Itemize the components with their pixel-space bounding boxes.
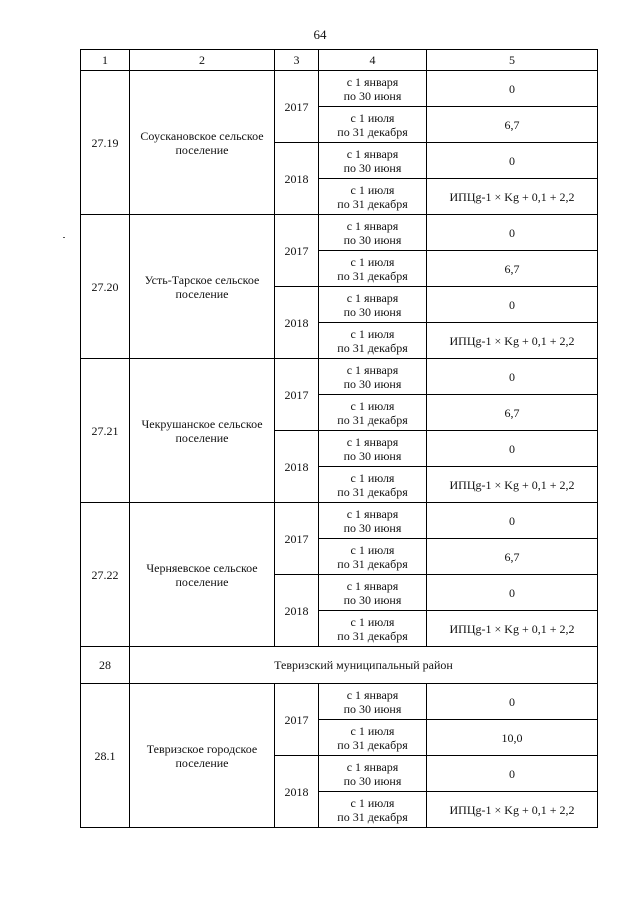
rate-value-cell: 0 bbox=[427, 287, 598, 323]
text-line: по 30 июня bbox=[343, 520, 402, 535]
rate-value-cell: 6,7 bbox=[427, 251, 598, 287]
table-row bbox=[81, 684, 598, 720]
rate-value-cell: 6,7 bbox=[427, 539, 598, 575]
text-line: по 30 июня bbox=[343, 232, 402, 247]
text-line: поселение bbox=[175, 755, 229, 770]
text-line: с 1 июля bbox=[350, 110, 395, 125]
rate-value-cell: 6,7 bbox=[427, 107, 598, 143]
text-line: по 31 декабря bbox=[337, 484, 408, 499]
year-cell: 2017 bbox=[275, 359, 319, 431]
table-row bbox=[81, 359, 598, 395]
rate-value-cell: 0 bbox=[427, 575, 598, 611]
table-row bbox=[81, 215, 598, 251]
rate-value-cell: 0 bbox=[427, 71, 598, 107]
year-cell: 2017 bbox=[275, 684, 319, 756]
text-line: по 31 декабря bbox=[337, 737, 408, 752]
header-cell-1: 1 bbox=[81, 50, 130, 71]
text-line: с 1 июля bbox=[350, 542, 395, 557]
text-line: по 30 июня bbox=[343, 88, 402, 103]
header-cell-3: 3 bbox=[275, 50, 319, 71]
period-cell bbox=[319, 720, 427, 756]
period-cell bbox=[319, 323, 427, 359]
period-cell bbox=[319, 467, 427, 503]
text-line: по 30 июня bbox=[343, 592, 402, 607]
tariff-table bbox=[80, 49, 598, 828]
section-row bbox=[81, 647, 598, 684]
table-row bbox=[81, 503, 598, 539]
rate-value-cell: 0 bbox=[427, 756, 598, 792]
text-line: по 31 декабря bbox=[337, 340, 408, 355]
rate-value-cell: 6,7 bbox=[427, 395, 598, 431]
text-line: по 30 июня bbox=[343, 773, 402, 788]
rate-value-cell: 0 bbox=[427, 143, 598, 179]
settlement-name bbox=[130, 684, 275, 828]
period-cell bbox=[319, 179, 427, 215]
text-line: с 1 июля bbox=[350, 254, 395, 269]
text-line: поселение bbox=[175, 430, 229, 445]
period-cell bbox=[319, 143, 427, 179]
text-line: с 1 января bbox=[346, 506, 399, 521]
text-line: с 1 января bbox=[346, 362, 399, 377]
settlement-name bbox=[130, 71, 275, 215]
text-line: Тевризское городское bbox=[146, 741, 258, 756]
rate-value-cell: 0 bbox=[427, 215, 598, 251]
rate-value-cell: 0 bbox=[427, 359, 598, 395]
settlement-code: 27.20 bbox=[81, 215, 130, 359]
year-cell: 2017 bbox=[275, 71, 319, 143]
text-line: с 1 июля bbox=[350, 398, 395, 413]
text-line: с 1 января bbox=[346, 218, 399, 233]
text-line: Тевризский муниципальный район bbox=[274, 658, 453, 672]
settlement-name bbox=[130, 359, 275, 503]
year-cell: 2018 bbox=[275, 756, 319, 828]
table-row bbox=[81, 71, 598, 107]
settlement-code: 27.19 bbox=[81, 71, 130, 215]
period-cell bbox=[319, 611, 427, 647]
text-line: по 31 декабря bbox=[337, 196, 408, 211]
text-line: с 1 июля bbox=[350, 470, 395, 485]
settlement-code: 27.22 bbox=[81, 503, 130, 647]
text-line: с 1 января bbox=[346, 290, 399, 305]
settlement-name bbox=[130, 503, 275, 647]
text-line: по 30 июня bbox=[343, 376, 402, 391]
text-line: по 30 июня bbox=[343, 304, 402, 319]
text-line: по 31 декабря bbox=[337, 556, 408, 571]
settlement-name bbox=[130, 215, 275, 359]
settlement-code: 28.1 bbox=[81, 684, 130, 828]
text-line: с 1 января bbox=[346, 578, 399, 593]
year-cell: 2017 bbox=[275, 503, 319, 575]
header-cell-4: 4 bbox=[319, 50, 427, 71]
period-cell bbox=[319, 792, 427, 828]
header-cell-5: 5 bbox=[427, 50, 598, 71]
text-line: по 31 декабря bbox=[337, 268, 408, 283]
period-cell bbox=[319, 107, 427, 143]
period-cell bbox=[319, 71, 427, 107]
text-line: с 1 июля bbox=[350, 795, 395, 810]
header-row bbox=[81, 50, 598, 71]
text-line: поселение bbox=[175, 286, 229, 301]
text-line: по 30 июня bbox=[343, 160, 402, 175]
rate-value-cell: ИПЦg-1 × Kg + 0,1 + 2,2 bbox=[427, 179, 598, 215]
period-cell bbox=[319, 684, 427, 720]
period-cell bbox=[319, 503, 427, 539]
text-line: с 1 января bbox=[346, 74, 399, 89]
settlement-code: 27.21 bbox=[81, 359, 130, 503]
margin-mark bbox=[63, 237, 65, 238]
period-cell bbox=[319, 251, 427, 287]
period-cell bbox=[319, 359, 427, 395]
rate-value-cell: ИПЦg-1 × Kg + 0,1 + 2,2 bbox=[427, 792, 598, 828]
text-line: по 31 декабря bbox=[337, 124, 408, 139]
text-line: с 1 января bbox=[346, 759, 399, 774]
year-cell: 2018 bbox=[275, 143, 319, 215]
year-cell: 2018 bbox=[275, 287, 319, 359]
text-line: поселение bbox=[175, 142, 229, 157]
period-cell bbox=[319, 575, 427, 611]
text-line: с 1 июля bbox=[350, 182, 395, 197]
period-cell bbox=[319, 287, 427, 323]
period-cell bbox=[319, 539, 427, 575]
text-line: поселение bbox=[175, 574, 229, 589]
text-line: по 31 декабря bbox=[337, 628, 408, 643]
text-line: Усть-Тарское сельское bbox=[144, 272, 260, 287]
text-line: с 1 июля bbox=[350, 326, 395, 341]
text-line: с 1 июля bbox=[350, 614, 395, 629]
year-cell: 2018 bbox=[275, 575, 319, 647]
text-line: с 1 января bbox=[346, 687, 399, 702]
tariff-table-body bbox=[81, 50, 598, 828]
rate-value-cell: ИПЦg-1 × Kg + 0,1 + 2,2 bbox=[427, 467, 598, 503]
text-line: с 1 января bbox=[346, 146, 399, 161]
year-cell: 2018 bbox=[275, 431, 319, 503]
text-line: с 1 января bbox=[346, 434, 399, 449]
rate-value-cell: ИПЦg-1 × Kg + 0,1 + 2,2 bbox=[427, 323, 598, 359]
year-cell: 2017 bbox=[275, 215, 319, 287]
text-line: по 30 июня bbox=[343, 701, 402, 716]
rate-value-cell: 0 bbox=[427, 684, 598, 720]
period-cell bbox=[319, 215, 427, 251]
period-cell bbox=[319, 431, 427, 467]
period-cell bbox=[319, 756, 427, 792]
rate-value-cell: ИПЦg-1 × Kg + 0,1 + 2,2 bbox=[427, 611, 598, 647]
text-line: Чекрушанское сельское bbox=[141, 416, 263, 431]
rate-value-cell: 10,0 bbox=[427, 720, 598, 756]
page-number: 64 bbox=[313, 27, 327, 42]
text-line: по 30 июня bbox=[343, 448, 402, 463]
period-cell bbox=[319, 395, 427, 431]
section-name bbox=[130, 647, 598, 684]
text-line: по 31 декабря bbox=[337, 809, 408, 824]
text-line: с 1 июля bbox=[350, 723, 395, 738]
header-cell-2: 2 bbox=[130, 50, 275, 71]
rate-value-cell: 0 bbox=[427, 503, 598, 539]
text-line: Черняевское сельское bbox=[146, 560, 258, 575]
text-line: Соусканoвское сельское bbox=[140, 128, 264, 143]
text-line: по 31 декабря bbox=[337, 412, 408, 427]
section-code: 28 bbox=[81, 647, 130, 684]
rate-value-cell: 0 bbox=[427, 431, 598, 467]
